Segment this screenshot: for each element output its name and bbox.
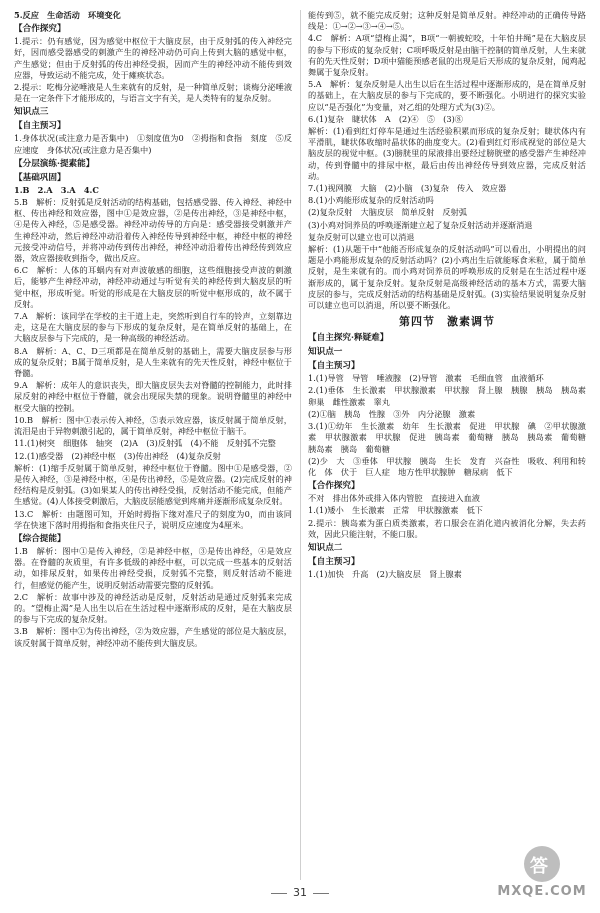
answer-paragraph: 1.B 2.A 3.A 4.C (14, 184, 99, 195)
watermark-logo: 答 MXQE.COM (494, 846, 590, 906)
answer-paragraph: 2.C 解析：故事中涉及的神经活动是反射，反射活动是通过反射弧来完成的。“望梅止渴”是人出生以后在生活过程中逐渐形成的反射，是在大脑皮层的参与下完成的复杂反射。 (14, 591, 292, 625)
section-heading: 【合作探究】 (308, 481, 360, 492)
answer-paragraph: 1.(1)加快 升高 (2)大脑皮层 肾上腺素 (308, 568, 462, 579)
answer-paragraph: 13.C 解析：由题图可知，开始时拇指下缘对准尺子的刻度为0，而由该同学在快速下落时用拇指和食指夹住尺子，说明反应速度为4厘米。 (14, 508, 292, 530)
answer-paragraph: 2.提示：胰岛素为蛋白质类激素，若口服会在消化道内被消化分解，失去药效，因此只能注射，不能口服。 (308, 517, 586, 539)
answer-paragraph: 6.(1)复杂 睫状体 A (2)④ ⑤ (3)⑧ (308, 113, 463, 124)
answer-paragraph: 5.B 解析：反射弧是反射活动的结构基础，包括感受器、传入神经、神经中枢、传出神经和效应器，图中①是效应器，②是传出神经，③是神经中枢，④是传入神经，⑤是感受器。神经冲动传导的方向是：感受器接受刺激并产生神经冲动，然后神经冲动沿着传入神经传导到神经中枢，神经中枢的神经元接受冲动信号，并将冲动传到传出神经，神经冲动沿着传出神经传到效应器，效应器接收到指令，做出反应。 (14, 197, 292, 264)
section-heading: 【分层演练·提素能】 (14, 158, 95, 169)
answer-paragraph: (2)复杂反射 大脑皮层 简单反射 反射弧 (308, 207, 467, 218)
answer-paragraph: 能传到⑤，就不能完成反射；这种反射是简单反射。神经冲动的正确传导路线是：①→②→③→④→⑤。 (308, 10, 586, 32)
answer-paragraph: 不对 排出体外或排入体内管腔 直接进入血液 (308, 493, 480, 504)
answer-paragraph: 1.(1)矮小 生长激素 正常 甲状腺激素 低下 (308, 505, 483, 516)
answer-paragraph: 7.A 解析：该同学在学校的主干道上走，突然听到自行车的铃声，立刻靠边走，这是在大脑皮层的参与下形成的复杂反射，是在简单反射的基础上，在大脑皮层参与下完成的，是一种高级的神经活动。 (14, 311, 292, 344)
section-heading: 【综合提能】 (14, 533, 66, 544)
answer-paragraph: 8.A 解析：A、C、D三项都是在简单反射的基础上，需要大脑皮层参与形成的复杂反射；B属于简单反射，是人生来就有的先天性反射，神经中枢位于脊髓。 (14, 345, 292, 379)
answer-paragraph: (3)小鸡对饲养员的呼唤逐渐建立起了复杂反射活动并逐渐消退 (308, 219, 533, 230)
answer-paragraph: 解析：(1)缩手反射属于简单反射，神经中枢位于脊髓。图中①是感受器，②是传入神经，③是神经中枢，④是传出神经，⑤是效应器。(2)完成反射的神经结构是反射弧。(3)如果某人的传出神经受损，反射活动不能完成，但能产生感觉。(4)人体接受刺激后，大脑皮层能感觉到疼痛并逐渐形成复杂反射。 (14, 462, 292, 507)
answer-paragraph: 12.(1)感受器 (2)神经中枢 (3)传出神经 (4)复杂反射 (14, 450, 221, 461)
section-heading: 【合作探究】 (14, 24, 66, 35)
right-column (308, 10, 595, 880)
answer-paragraph: 解析：(1)从题干中“他能否形成复杂的反射活动吗”可以看出，小明提出的问题是小鸡能形成复杂的反射活动吗？(2)小鸡出生后就能啄食米粒，属于简单反射，是生来就有的。而小鸡对饲养员的呼唤形成的反射是在生活过程中逐渐形成的，属于复杂反射。复杂反射是高级神经活动的基本方式，需要大脑皮层的参与，完成反射活动的结构基础是反射弧。(3)实验结果说明复杂反射可以建立也可以消退，所以要不断强化。 (308, 244, 586, 311)
answer-paragraph: 3.(1)①幼年 生长激素 幼年 生长激素 促进 甲状腺 碘 ②甲状腺激素 甲状腺激素 甲状腺 促进 胰岛素 葡萄糖 胰岛 胰岛素 葡萄糖 胰岛素 胰岛 葡萄糖 (308, 421, 595, 454)
section-heading: 【自主预习】 (14, 121, 66, 132)
answer-paragraph: 3.B 解析：图中①为传出神经，②为效应器，产生感觉的部位是大脑皮层，该反射属于简单反射，神经冲动不能传到大脑皮层。 (14, 626, 292, 648)
answer-paragraph: 7.(1)视网膜 大脑 (2)小脑 (3)复杂 传入 效应器 (308, 183, 507, 194)
page (14, 10, 595, 880)
section-heading: 知识点一 (308, 347, 343, 358)
answer-paragraph: 1.B 解析：图中①是传入神经，②是神经中枢，③是传出神经，④是效应器。在脊髓的灰质里，有许多低级的神经中枢，可以完成一些基本的反射活动，如排尿反射，如果传出神经受损，反射弧不完整，则反射活动不能进行，但感觉仍能产生，说明反射活动需要完整的反射弧。 (14, 545, 292, 590)
section-heading: 【自主探究·释疑难】 (308, 333, 389, 344)
answer-paragraph: 10.B 解析：图中①表示传入神经，⑤表示效应器，该反射属于简单反射，流泪是由于异物刺激引起的，属于简单反射，神经中枢位于脑干。 (14, 414, 292, 437)
column-divider (300, 10, 301, 880)
page-number: 31 (0, 886, 600, 899)
answer-paragraph: 5.反应 生命活动 环境变化 (14, 10, 121, 20)
answer-paragraph: 5.A 解析：复杂反射是人出生以后在生活过程中逐渐形成的，是在简单反射的基础上，在大脑皮层的参与下完成的，要不断强化。小明进行的探究实验应以“是否强化”为变量，对乙组的处理方式为(3)②。 (308, 79, 586, 112)
answer-paragraph: 2.提示：吃梅分泌唾液是人生来就有的反射，是一种简单反射；谈梅分泌唾液是在一定条件下才能形成的，与语言文字有关，是人类特有的复杂反射。 (14, 82, 293, 104)
answer-paragraph: 8.(1)小鸡能形成复杂的反射活动吗 (308, 195, 434, 206)
answer-paragraph: (2)少 大 ③垂体 甲状腺 胰岛 生长 发育 兴奋性 吸收、利用和转化 体 伏于 巨人症 地方性甲状腺肿 糖尿病 低下 (308, 455, 586, 477)
section-heading: 【自主预习】 (308, 361, 360, 372)
answer-paragraph: 1.(1)导管 导管 唾液腺 (2)导管 激素 毛细血管 血液循环 (308, 373, 544, 384)
left-column (14, 10, 292, 880)
chapter-title: 第四节 激素调节 (399, 315, 495, 329)
section-heading: 知识点三 (14, 107, 49, 118)
answer-paragraph: 6.C 解析：人体的耳蜗内有对声波敏感的细胞，这些细胞接受声波的刺激后，能够产生神经冲动，神经冲动通过与听觉有关的神经传到大脑皮层的听觉中枢，形成听觉。听觉的形成是在大脑皮层的听觉中枢形成的，故不属于反射。 (14, 265, 292, 309)
answer-paragraph: 2.(1)垂体 生长激素 甲状腺激素 甲状腺 肾上腺 胰腺 胰岛 胰岛素 卵巢 雌性激素 睾丸 (308, 385, 595, 407)
answer-paragraph: 复杂反射可以建立也可以消退 (308, 231, 415, 242)
answer-paragraph: 1.提示：仍有感觉，因为感觉中枢位于大脑皮层，由于反射弧的传入神经完好，因而感受器感受的刺激产生的神经冲动仍可向上传到大脑的感觉中枢，产生感觉；但由于反射弧的传出神经受损，因而产生的神经冲动不能传到效应器，导致运动不能完成，处于瘫痪状态。 (14, 36, 292, 80)
answer-paragraph: 4.C 解析：A项“望梅止渴”，B项“一朝被蛇咬，十年怕井绳”是在大脑皮层的参与下形成的复杂反射；C项呼吸反射是由脑干控制的简单反射，人生来就有的先天性反射；D项中猫能预感老鼠的出现是后天形成的复杂反射，闻鸡起舞属于复杂反射。 (308, 33, 586, 78)
section-heading: 【自主预习】 (308, 556, 360, 567)
answer-paragraph: 解析：(1)看到红灯停车是通过生活经验积累而形成的复杂反射；睫状体内有平滑肌，睫状体收缩时晶状体的曲度变大。(2)看到红灯形成视觉的部位是大脑皮层的视觉中枢。(3)膀胱里的尿液排出要经过膀胱壁的感受器产生神经冲动，传到脊髓中的排尿中枢，最后由传出神经传导到效应器，完成反射活动。 (308, 126, 586, 181)
section-heading: 知识点二 (308, 542, 343, 553)
answer-paragraph: 1.身体状况(或注意力是否集中) ①刻度值为0 ②拇指和食指 刻度 ⑤反应速度 身体状况(或注意力是否集中) (14, 133, 292, 155)
answer-paragraph: 9.A 解析：成年人的意识丧失，即大脑皮层失去对脊髓的控制能力，此时排尿反射的神经中枢位于脊髓，就会出现尿失禁的现象。说明脊髓里的神经中枢受大脑的控制。 (14, 380, 292, 413)
answer-paragraph: (2)①脑 胰岛 性腺 ③外 内分泌腺 激素 (308, 408, 476, 419)
section-heading: 【基础巩固】 (14, 172, 66, 183)
answer-paragraph: 11.(1)树突 细胞体 轴突 (2)A (3)反射弧 (4)不能 反射弧不完整 (14, 438, 276, 449)
